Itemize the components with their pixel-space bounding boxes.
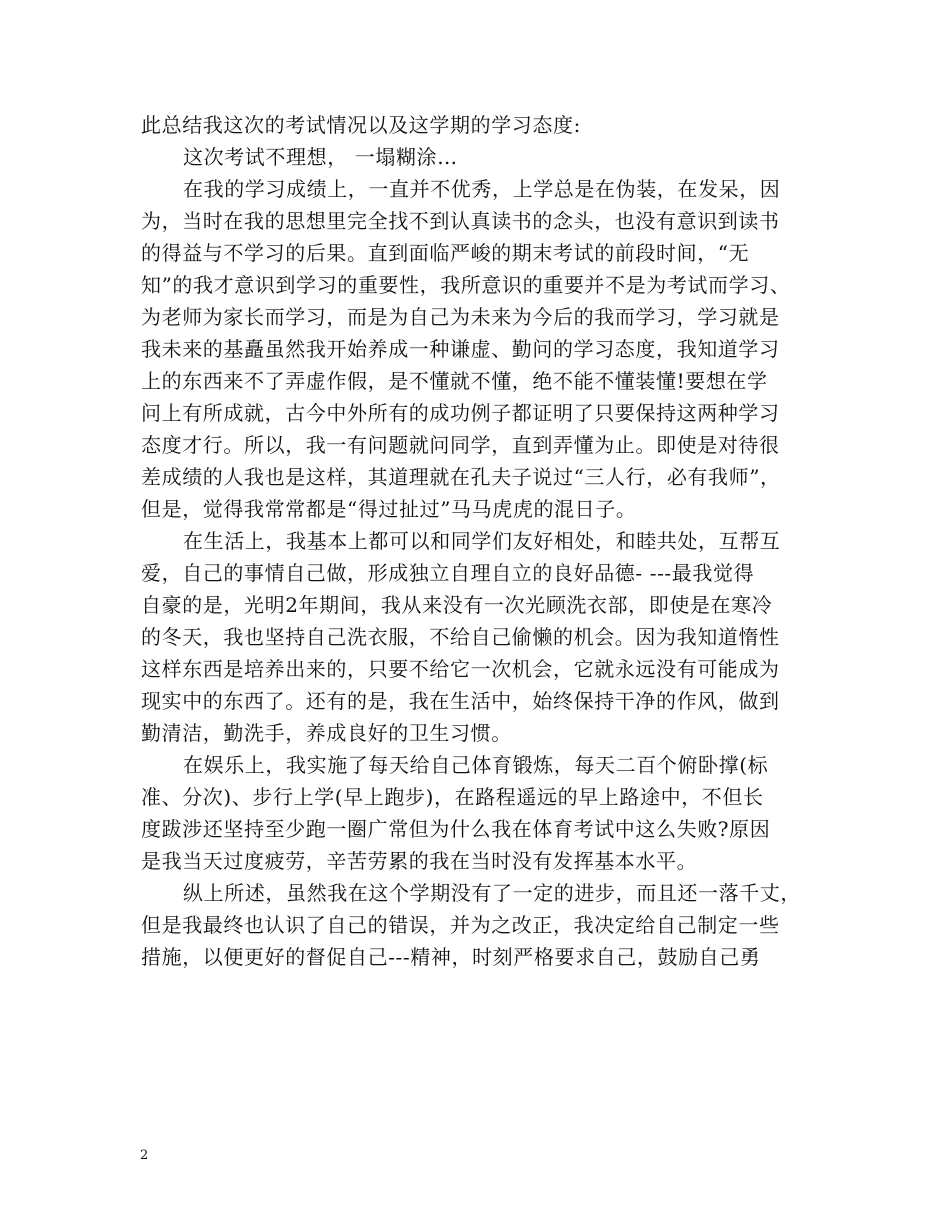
text-line: 的冬天，我也坚持自己洗衣服，不给自己偷懒的机会。因为我知道惰性 [141, 625, 780, 649]
text-line: 态度才行。所以，我一有问题就问同学，直到弄懂为止。即使是对待很 [141, 433, 780, 457]
text-line: 的得益与不学习的后果。直到面临严峻的期末考试的前段时间，“无 [141, 241, 750, 265]
text-line: 是我当天过度疲劳，辛苦劳累的我在当时没有发挥基本水平。 [141, 849, 698, 873]
page-number: 2 [140, 1148, 149, 1163]
text-line: 现实中的东西了。还有的是，我在生活中，始终保持干净的作风，做到 [141, 689, 780, 713]
text-line: 为老师为家长而学习，而是为自己为未来为今后的我而学习，学习就是 [141, 305, 780, 329]
text-line: 爱，自己的事情自己做，形成独立自理自立的良好品德- ---最我觉得 [141, 561, 755, 585]
text-line: 纵上所述，虽然我在这个学期没有了一定的进步，而且还一落千丈， [183, 881, 801, 905]
text-line: 上的东西来不了弄虚作假，是不懂就不懂，绝不能不懂装懂!要想在学 [141, 369, 768, 393]
text-line: 我未来的基矗虽然我开始养成一种谦虚、勤问的学习态度，我知道学习 [141, 337, 780, 361]
text-line: 准、分次)、步行上学(早上跑步)，在路程遥远的早上路途中，不但长 [141, 785, 764, 809]
text-line: 在生活上，我基本上都可以和同学们友好相处，和睦共处，互帮互 [183, 529, 781, 553]
text-line: 在娱乐上，我实施了每天给自己体育锻炼，每天二百个俯卧撑(标 [183, 753, 769, 777]
text-line: 这样东西是培养出来的，只要不给它一次机会，它就永远没有可能成为 [141, 657, 780, 681]
text-line: 度跋涉还坚持至少跑一圈广常但为什么我在体育考试中这么失败?原因 [141, 817, 771, 841]
text-line: 但是我最终也认识了自己的错误，并为之改正，我决定给自己制定一些 [141, 913, 780, 937]
text-line: 自豪的是，光明2年期间，我从来没有一次光顾洗衣部，即使是在寒冷 [141, 593, 773, 617]
text-line: 为，当时在我的思想里完全找不到认真读书的念头，也没有意识到读书 [141, 209, 780, 233]
text-line: 在我的学习成绩上，一直并不优秀，上学总是在伪装，在发呆，因 [183, 177, 781, 201]
document-body [141, 109, 821, 973]
text-line: 这次考试不理想， 一塌糊涂… [183, 145, 458, 169]
text-line: 措施，以便更好的督促自己---精神，时刻严格要求自己，鼓励自己勇 [141, 945, 761, 969]
text-line: 勤清洁，勤洗手，养成良好的卫生习惯。 [141, 721, 512, 745]
text-line: 差成绩的人我也是这样，其道理就在孔夫子说过“三人行，必有我师”， [141, 465, 781, 489]
text-line: 此总结我这次的考试情况以及这学期的学习态度: [141, 113, 581, 137]
text-line: 但是，觉得我常常都是“得过扯过”马马虎虎的混日子。 [141, 497, 637, 521]
text-line: 问上有所成就，古今中外所有的成功例子都证明了只要保持这两种学习 [141, 401, 780, 425]
text-line: 知”的我才意识到学习的重要性，我所意识的重要并不是为考试而学习、 [141, 273, 791, 297]
